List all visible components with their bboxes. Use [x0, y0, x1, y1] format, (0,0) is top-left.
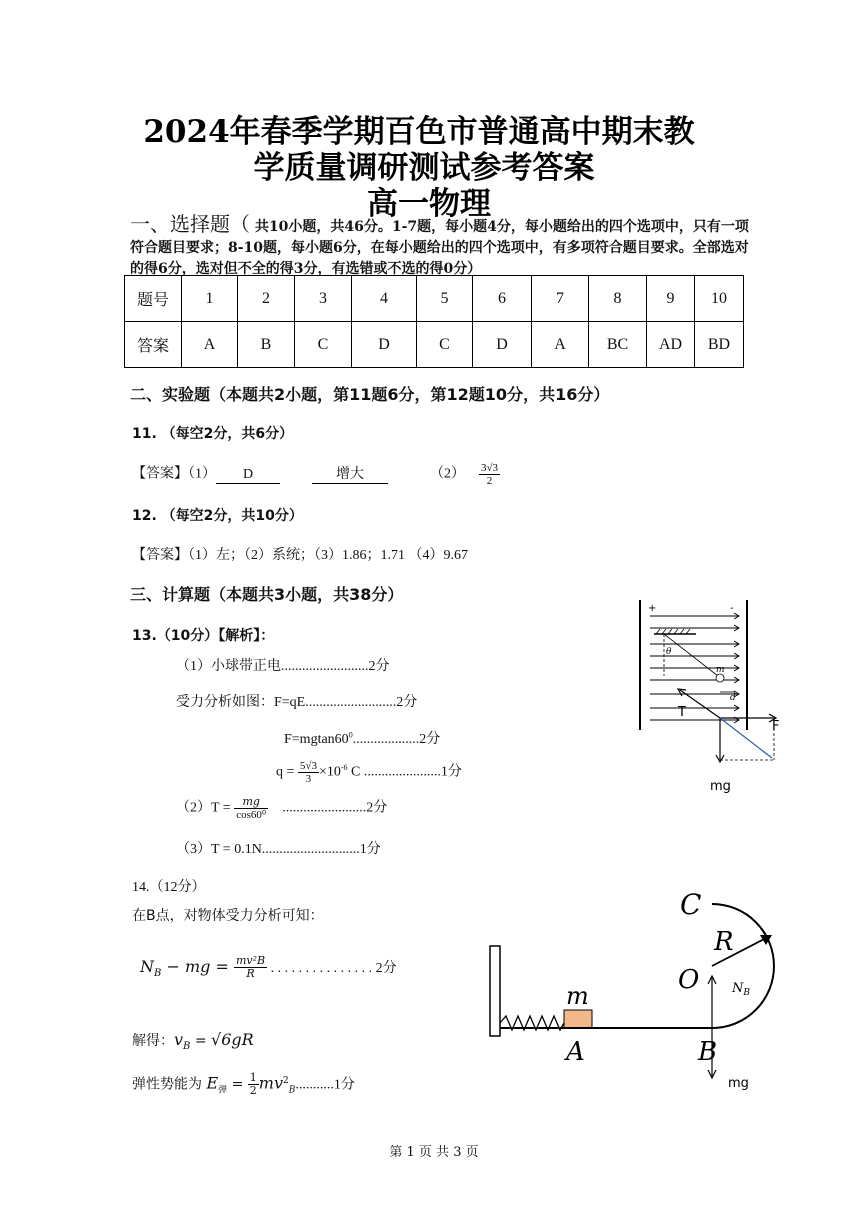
answer-cell: BC — [589, 322, 647, 368]
label-m: m — [566, 982, 589, 1010]
q13-line4-pre: q = — [276, 764, 295, 780]
q13-line4 — [276, 760, 462, 785]
q14-track-diagram — [480, 880, 790, 1095]
var-v: v — [174, 1030, 184, 1049]
eq-tail: . . . . . . . . . . . . . . . 2分 — [267, 961, 397, 976]
label-F: F — [772, 719, 780, 734]
question-number: 9 — [647, 276, 695, 322]
question-number: 10 — [695, 276, 744, 322]
doc-subject: 高一物理 — [367, 186, 491, 222]
section1-desc: 共10小题，共46分。1-7题，每小题4分，每小题给出的四个选项中，只有一项符合题目要求；8-10题，每小题6分，在每小题给出的四个选项中，有多项符合题目要求。全部选对的得6分，选对但不全的得3分，有选错或不选的得0分） — [130, 219, 749, 277]
question-number: 8 — [589, 276, 647, 322]
question-number: 6 — [473, 276, 532, 322]
answer-cell: A — [532, 322, 589, 368]
equals: = — [190, 1033, 212, 1049]
q14-line1: 在B点，对物体受力分析可知： — [132, 908, 324, 924]
score-tail: ...........1分 — [295, 1077, 355, 1093]
q13-tension-fraction — [234, 796, 268, 821]
section1-intro — [130, 214, 750, 280]
q11-answer-prefix: 【答案】（1） — [132, 466, 216, 482]
q11-blank2: 增大 — [312, 463, 388, 484]
eq-mid: − mg = — [161, 957, 229, 976]
q11-fraction — [479, 462, 500, 487]
section3-heading: 三、计算题（本题共3小题，共38分） — [130, 585, 404, 604]
q11-blank1: D — [216, 467, 280, 484]
q11-answer — [132, 462, 500, 487]
label-B: B — [698, 1037, 718, 1067]
label-N-sub: B — [743, 988, 750, 998]
elastic-pe-label: 弹性势能为 — [132, 1076, 207, 1093]
answer-cell: C — [295, 322, 352, 368]
fraction-numerator: mg — [234, 796, 268, 809]
eq-fraction — [234, 955, 267, 980]
fraction-denominator: 3 — [305, 773, 312, 785]
label-A: A — [566, 1037, 585, 1067]
question-number: 5 — [417, 276, 473, 322]
q13-line6: （3）T = 0.1N............................1分 — [176, 842, 381, 857]
wall — [490, 946, 500, 1036]
answer-cell: B — [238, 322, 295, 368]
q13-line3-text: F=mgtan60 — [284, 732, 349, 747]
label-N: N — [732, 981, 744, 996]
fraction-denominator: 2 — [486, 475, 493, 487]
solve-label: 解得： — [132, 1033, 174, 1049]
label-T: T — [678, 705, 686, 720]
minus-sign: - — [730, 603, 734, 614]
answer-cell: D — [473, 322, 532, 368]
distance-label: d — [730, 693, 736, 703]
q13-fraction — [298, 760, 319, 785]
eq-N: N — [140, 957, 154, 976]
q12-answer: 【答案】（1）左；（2）系统；（3）1.86；1.71 （4）9.67 — [132, 548, 468, 563]
fraction-denominator: 2 — [249, 1084, 257, 1097]
string — [664, 634, 718, 676]
q14-line2 — [132, 1030, 254, 1052]
doc-title-line2: 学质量调研测试参考答案 — [253, 150, 595, 186]
answer-cell: C — [417, 322, 473, 368]
row-label: 题号 — [125, 276, 182, 322]
section2-heading: 二、实验题（本题共2小题，第11题6分，第12题10分，共16分） — [130, 385, 610, 404]
doc-title-line1: 2024年春季学期百色市普通高中期末教 — [143, 114, 695, 150]
half-fraction — [248, 1072, 259, 1097]
q14-line3 — [132, 1072, 355, 1097]
equals: = — [227, 1076, 248, 1093]
question-number: 4 — [352, 276, 417, 322]
label-O: O — [678, 965, 700, 995]
mv: mv — [258, 1073, 284, 1093]
label-mg: mg — [710, 779, 731, 794]
label-NB — [731, 981, 750, 998]
var-E: E — [206, 1073, 219, 1093]
label-mg: mg — [728, 1076, 749, 1091]
q14-heading: 14.（12分） — [132, 880, 206, 895]
sqrt-expression: √6gR — [211, 1030, 254, 1049]
semicircle-track — [712, 904, 774, 1028]
block — [564, 1010, 592, 1028]
table-row — [125, 276, 744, 322]
field-lines — [650, 613, 739, 723]
var-v-sub: B — [183, 1040, 191, 1052]
q13-line3 — [284, 728, 440, 748]
q13-line3-sup: 0 — [348, 730, 353, 740]
plus-sign: + — [648, 603, 657, 614]
q13-line2: 受力分析如图：F=qE..........................2分 — [176, 695, 418, 710]
table-row — [125, 322, 744, 368]
q12-heading: 12. （每空2分，共10分） — [132, 508, 303, 524]
question-number: 7 — [532, 276, 589, 322]
fraction-numerator: 3√3 — [481, 462, 499, 474]
fraction-denominator: cos60⁰ — [236, 809, 267, 821]
page-footer: 第 1 页 共 3 页 — [389, 1145, 479, 1160]
sub-B: B — [288, 1085, 296, 1096]
question-number: 2 — [238, 276, 295, 322]
q13-force-diagram — [630, 598, 795, 798]
answer-table — [124, 275, 744, 368]
answer-cell: AD — [647, 322, 695, 368]
fraction-numerator: mv²B — [235, 954, 266, 967]
question-number: 3 — [295, 276, 352, 322]
q13-heading: 13.（10分）【解析】： — [132, 628, 275, 644]
q13-line3-tail: ...................2分 — [352, 732, 441, 747]
var-E-sub: 弹 — [218, 1085, 228, 1096]
answer-cell: A — [182, 322, 238, 368]
fraction-numerator: 5√3 — [299, 760, 317, 772]
q13-line5-pre: （2）T = — [176, 800, 231, 816]
question-number: 1 — [182, 276, 238, 322]
q13-line1: （1）小球带正电.........................2分 — [176, 659, 390, 674]
q13-line5 — [176, 796, 387, 821]
answer-cell: D — [352, 322, 417, 368]
eq-N-sub: B — [154, 968, 162, 980]
power: 2 — [283, 1075, 289, 1086]
mass-label: m — [716, 665, 725, 675]
q13-line5-tail: ........................2分 — [282, 800, 388, 816]
q11-part2: （2） — [430, 466, 465, 482]
q13-line4-end: C ......................1分 — [347, 764, 462, 780]
q13-line4-sup: -6 — [340, 763, 348, 773]
answer-cell: BD — [695, 322, 744, 368]
label-C: C — [680, 888, 702, 921]
section1-heading: 一、选择题（ — [130, 212, 250, 236]
row-label: 答案 — [125, 322, 182, 368]
q13-line4-tail: ×10 — [318, 764, 341, 780]
q11-heading: 11. （每空2分，共6分） — [132, 426, 294, 442]
fraction-denominator: R — [246, 967, 255, 980]
theta-label: θ — [666, 647, 672, 657]
fraction-numerator: 1 — [249, 1071, 257, 1084]
q14-equation — [140, 955, 397, 980]
arrow-T — [678, 689, 686, 696]
label-R: R — [714, 927, 734, 957]
ball — [716, 674, 724, 682]
